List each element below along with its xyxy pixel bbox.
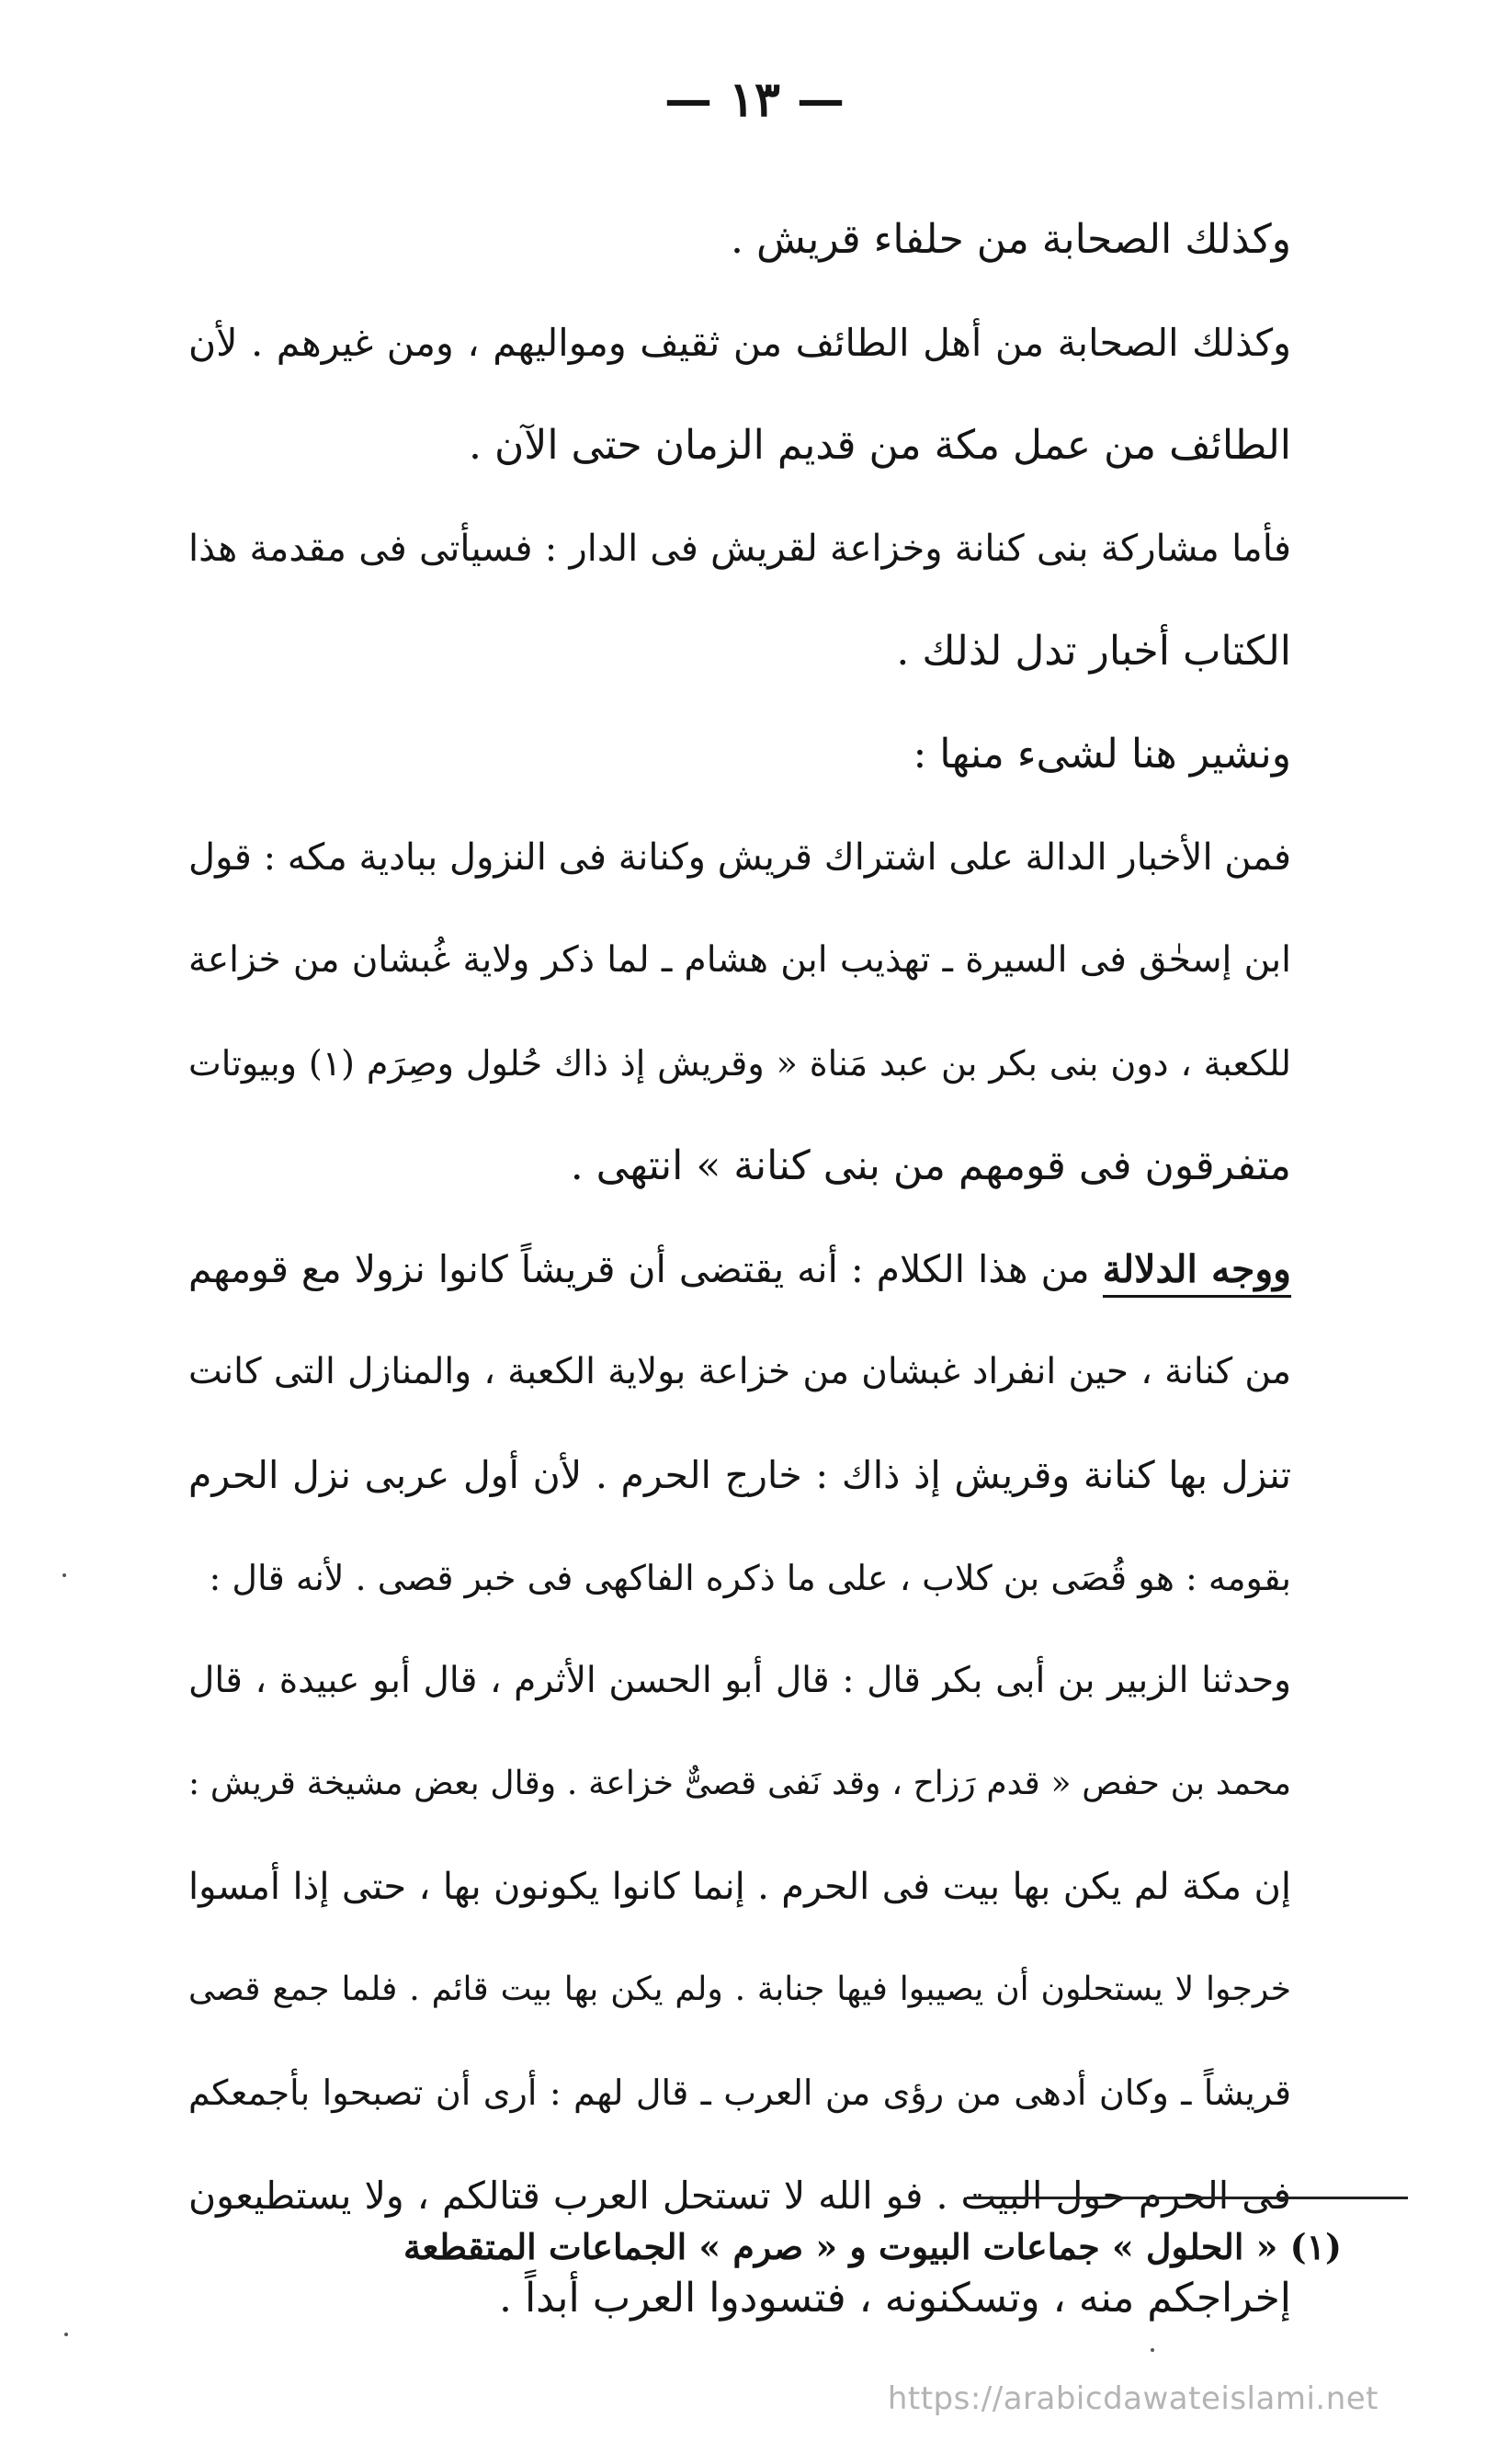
- emphasis-lead: ووجه الدلالة: [1103, 1247, 1291, 1298]
- text-line: ابن إسحٰق فى السيرة ـ تهذيب ابن هشام ـ لما ذكر ولاية غُبشان من خزاعة: [188, 939, 1291, 981]
- text-line: [188, 1218, 1291, 1321]
- text-line: بقومه : هو قُصَى بن كلاب ، على ما ذكره الفاكهى فى خبر قصى . لأنه قال :: [209, 1558, 1291, 1598]
- scan-speck: [62, 1573, 66, 1577]
- text-line: قريشاً ـ وكان أدهى من رؤى من العرب ـ قال لهم : أرى أن تصبحوا بأجمعكم: [188, 2072, 1291, 2113]
- text-line: إن مكة لم يكن بها بيت فى الحرم . إنما كانوا يكونون بها ، حتى إذا أمسوا: [188, 1866, 1291, 1908]
- paragraph-kinana-khuzaa: [188, 497, 1291, 703]
- text-line: متفرقون فى قومهم من بنى كنانة » انتهى .: [570, 1142, 1291, 1189]
- text-line: وكذلك الصحابة من حلفاء قريش .: [731, 216, 1291, 263]
- page-number: — ١٣ —: [664, 72, 845, 128]
- paragraph-intro: [188, 703, 1291, 806]
- text-line: وكذلك الصحابة من أهل الطائف من ثقيف ومواليهم ، ومن غيرهم . لأن: [188, 321, 1291, 365]
- text-line: فمن الأخبار الدالة على اشتراك قريش وكنانة فى النزول ببادية مكه : قول: [188, 836, 1291, 879]
- text-line: فأما مشاركة بنى كنانة وخزاعة لقريش فى الدار : فسيأتى فى مقدمة هذا: [188, 528, 1291, 570]
- scan-speck: [1151, 2348, 1154, 2352]
- text-line: تنزل بها كنانة وقريش إذ ذاك : خارج الحرم . لأن أول عربى نزل الحرم: [188, 1453, 1291, 1497]
- text-line-rest: من هذا الكلام : أنه يقتضى أن قريشاً كانوا نزولا مع قومهم: [188, 1247, 1090, 1291]
- paragraph-evidence: [188, 1218, 1291, 1629]
- text-line: من كنانة ، حين انفراد غبشان من خزاعة بولاية الكعبة ، والمنازل التى كانت: [188, 1351, 1291, 1392]
- footnote: (١) « الحلول » جماعات البيوت و « صرم » الجماعات المتقطعة: [403, 2226, 1342, 2267]
- text-line: ونشير هنا لشىء منها :: [913, 731, 1291, 778]
- footnote-divider: [967, 2197, 1408, 2199]
- paragraph-taif: [188, 291, 1291, 497]
- paragraph-ibn-ishaq: [188, 806, 1291, 1218]
- text-line: محمد بن حفص « قدم رَزاح ، وقد نَفى قصىٌّ خزاعة . وقال بعض مشيخة قريش :: [188, 1765, 1291, 1802]
- body-text: [188, 188, 1291, 2350]
- text-line: الكتاب أخبار تدل لذلك .: [896, 628, 1291, 675]
- text-line: فى الحرم حول البيت . فو الله لا تستحل العرب قتالكم ، ولا يستطيعون: [188, 2174, 1291, 2218]
- text-line: الطائف من عمل مكة من قديم الزمان حتى الآن .: [468, 422, 1291, 469]
- paragraph-companions-allies: [188, 188, 1291, 291]
- text-line: إخراجكم منه ، وتسكنونه ، فتسودوا العرب أبداً .: [498, 2275, 1291, 2322]
- scan-speck: [64, 2333, 68, 2336]
- text-line: للكعبة ، دون بنى بكر بن عبد مَناة « وقريش إذ ذاك حُلول وصِرَم (١) وبيوتات: [188, 1043, 1291, 1084]
- watermark-url: https://arabicdawateislami.net: [887, 2380, 1379, 2417]
- text-line: وحدثنا الزبير بن أبى بكر قال : قال أبو الحسن الأثرم ، قال أبو عبيدة ، قال: [188, 1660, 1291, 1701]
- text-line: خرجوا لا يستحلون أن يصيبوا فيها جنابة . ولم يكن بها بيت قائم . فلما جمع قصى: [188, 1970, 1291, 2008]
